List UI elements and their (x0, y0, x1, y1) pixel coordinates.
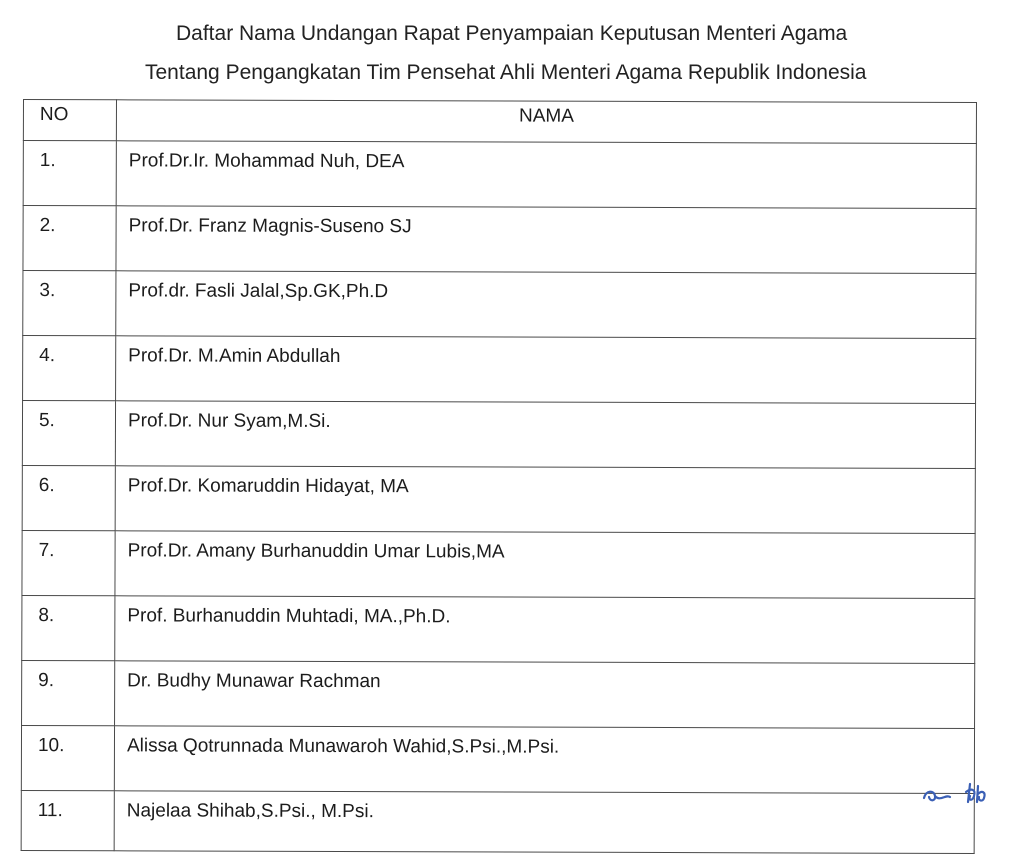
table-row (23, 141, 976, 209)
table-row (22, 660, 975, 728)
row-number: 3. (23, 271, 116, 336)
row-number: 4. (23, 336, 116, 401)
column-header-no: NO (23, 100, 116, 141)
row-number: 10. (21, 725, 114, 790)
table-row (22, 530, 975, 598)
row-name: Najelaa Shihab,S.Psi., M.Psi. (114, 791, 974, 854)
handwritten-signature-icon (918, 776, 1008, 806)
row-number: 1. (23, 141, 116, 206)
invitee-table (21, 99, 977, 854)
row-name: Prof.Dr. Franz Magnis-Suseno SJ (116, 206, 976, 274)
table-row (22, 465, 975, 533)
table-row (23, 206, 976, 274)
row-name: Prof.dr. Fasli Jalal,Sp.GK,Ph.D (116, 271, 976, 339)
table-row (21, 725, 974, 793)
table-header-row (23, 100, 976, 144)
row-name: Prof. Burhanuddin Muhtadi, MA.,Ph.D. (115, 596, 975, 664)
table-row (22, 401, 975, 469)
row-number: 11. (21, 790, 114, 850)
row-name: Prof.Dr. Amany Burhanuddin Umar Lubis,MA (115, 531, 975, 599)
row-number: 5. (22, 401, 115, 466)
row-number: 8. (22, 595, 115, 660)
row-number: 6. (22, 465, 115, 530)
table-row (23, 336, 976, 404)
row-name: Prof.Dr.Ir. Mohammad Nuh, DEA (116, 141, 976, 209)
document-title-line-2: Tentang Pengangkatan Tim Pensehat Ahli Menteri Agama Republik Indonesia (145, 61, 867, 84)
row-number: 7. (22, 530, 115, 595)
row-name: Prof.Dr. Komaruddin Hidayat, MA (115, 466, 975, 534)
row-name: Dr. Budhy Munawar Rachman (115, 661, 975, 729)
table-row (22, 595, 975, 663)
row-name: Prof.Dr. Nur Syam,M.Si. (115, 401, 975, 469)
column-header-nama: NAMA (116, 100, 976, 144)
row-name: Alissa Qotrunnada Munawaroh Wahid,S.Psi.,M.Psi. (114, 726, 974, 794)
row-number: 2. (23, 206, 116, 271)
document-title-line-1: Daftar Nama Undangan Rapat Penyampaian Keputusan Menteri Agama (176, 22, 848, 45)
row-number: 9. (22, 660, 115, 725)
row-name: Prof.Dr. M.Amin Abdullah (116, 336, 976, 404)
table-row (21, 790, 974, 853)
table-row (23, 271, 976, 339)
